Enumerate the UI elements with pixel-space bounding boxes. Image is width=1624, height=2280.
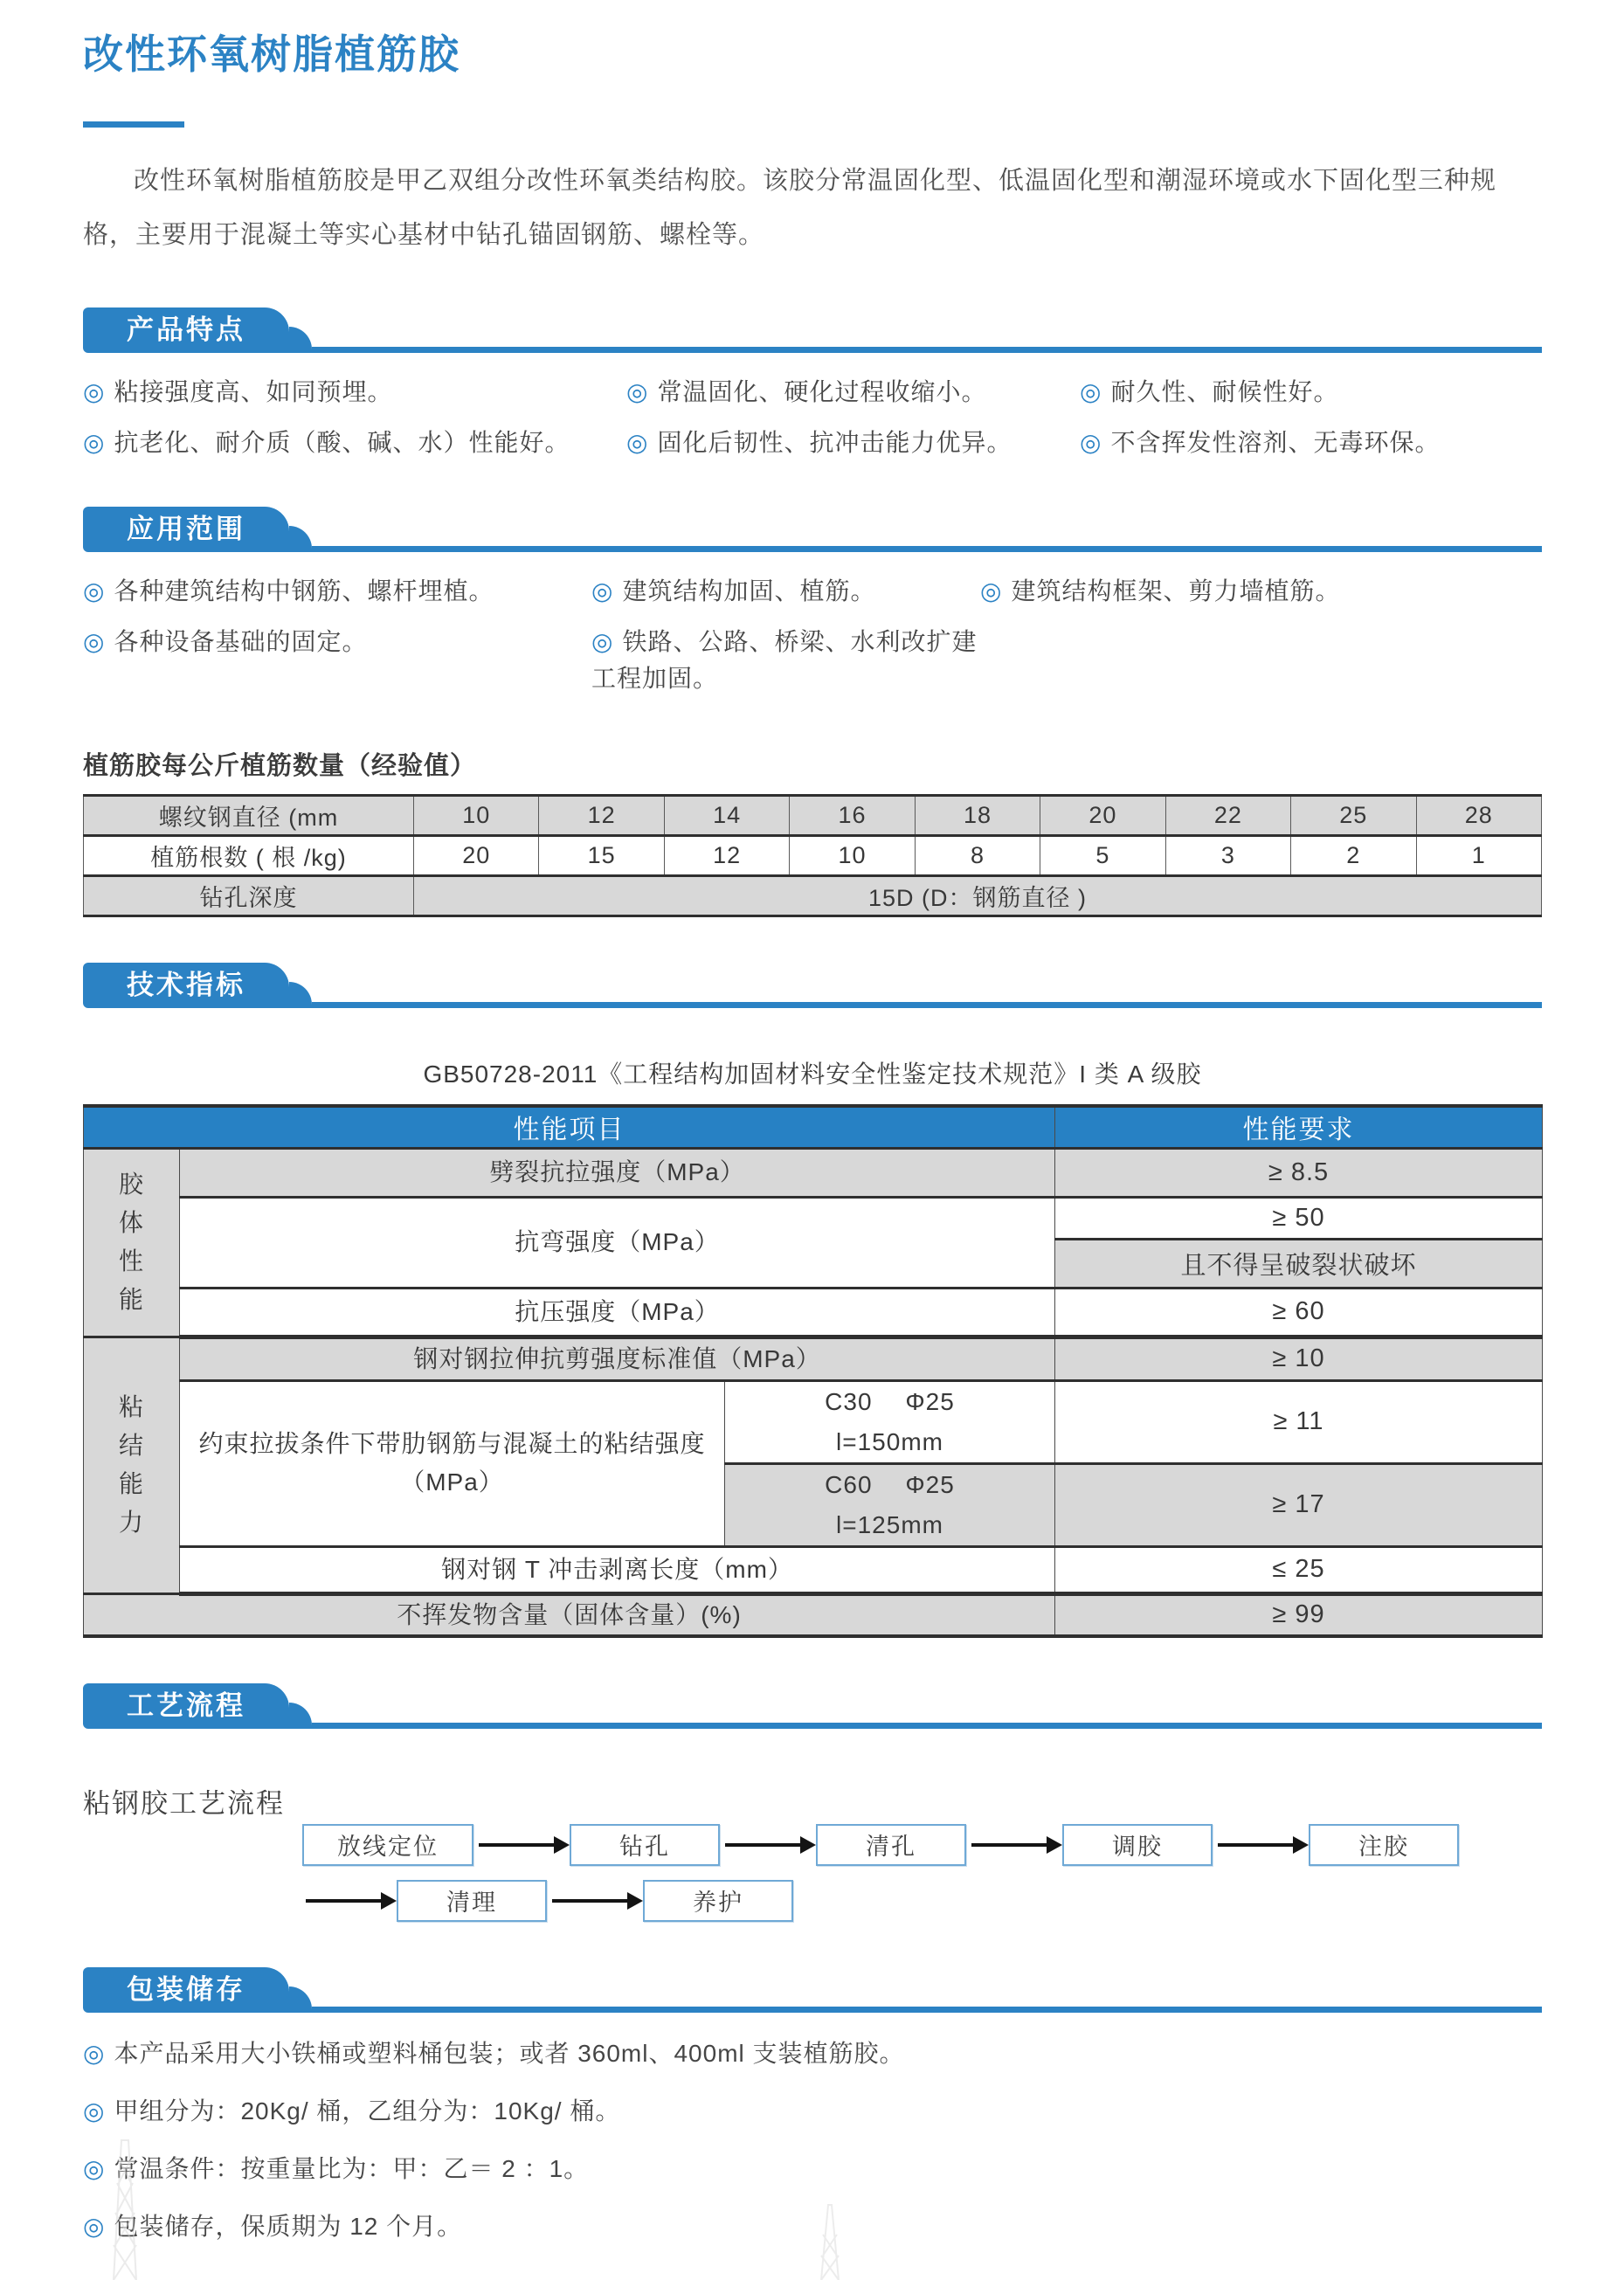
diameter-cell: 12: [539, 796, 664, 836]
application-text: 建筑结构加固、植筋。: [622, 577, 876, 605]
flow-step: [816, 1824, 966, 1866]
feature-text: 不含挥发性溶剂、无毒环保。: [1110, 429, 1441, 456]
section-header-features: [83, 307, 1542, 353]
application-text: 各种建筑结构中钢筋、螺杆埋植。: [114, 577, 494, 605]
row-label: 钻孔深度: [84, 876, 414, 916]
requirement-cell: ≥ 99: [1055, 1593, 1543, 1636]
section-badge-features: [83, 307, 289, 353]
flow-step: [1309, 1824, 1459, 1866]
flow-step: [302, 1824, 473, 1866]
arrow-icon: [966, 1824, 1062, 1866]
diameter-cell: 25: [1291, 796, 1416, 836]
property-cell: 抗压强度（MPa）: [180, 1288, 1055, 1337]
table-row: [84, 876, 1542, 916]
application-text: 建筑结构框架、剪力墙植筋。: [1011, 577, 1341, 605]
bullet-icon: [591, 628, 613, 655]
table-row: [84, 1148, 1543, 1197]
count-cell: 5: [1040, 836, 1165, 876]
section-badge-applications: [83, 507, 289, 552]
requirement-cell: ≥ 17: [1055, 1463, 1543, 1546]
storage-text: 包装储存，保质期为 12 个月。: [114, 2212, 463, 2240]
table-row: [84, 1197, 1543, 1239]
flow-step-label: 清孔: [866, 1834, 916, 1860]
bullet-icon: [1080, 429, 1102, 456]
group-label-gel: 胶体性能: [84, 1148, 180, 1337]
section-rule: [312, 347, 1542, 353]
count-cell: 10: [790, 836, 915, 876]
diameter-cell: 22: [1165, 796, 1290, 836]
flow-step: [397, 1880, 547, 1922]
storage-item: [83, 2151, 1542, 2187]
table-row: [84, 1380, 1543, 1463]
section-header-process: [83, 1683, 1542, 1729]
arrow-icon: [720, 1824, 816, 1866]
row-label: 螺纹钢直径 (mm: [84, 796, 414, 836]
section-badge-label: 应用范围: [127, 514, 245, 544]
feature-text: 耐久性、耐候性好。: [1110, 378, 1339, 405]
flow-row: [302, 1824, 1542, 1866]
bullet-icon: [83, 628, 105, 655]
section-badge-label: 产品特点: [127, 314, 245, 345]
arrow-icon: [547, 1880, 643, 1922]
application-item: [980, 573, 1542, 610]
rebar-quantity-table: [83, 794, 1542, 917]
flow-row: [301, 1880, 1542, 1922]
count-cell: 15: [539, 836, 664, 876]
flow-step-label: 清理: [446, 1890, 497, 1916]
requirement-cell: ≥ 8.5: [1055, 1148, 1543, 1197]
diameter-cell: 16: [790, 796, 915, 836]
count-cell: 1: [1416, 836, 1542, 876]
applications-list: [83, 573, 1542, 697]
table-row: [84, 1288, 1543, 1337]
section-badge-label: 包装储存: [127, 1973, 245, 2005]
bullet-icon: [626, 378, 648, 405]
section-rule: [312, 2007, 1542, 2013]
feature-item: [626, 374, 1080, 411]
feature-text: 固化后韧性、抗冲击能力优异。: [657, 429, 1012, 456]
table-row: [84, 796, 1542, 836]
bullet-icon: [83, 378, 105, 405]
diameter-cell: 28: [1416, 796, 1542, 836]
condition-line: l=125mm: [836, 1510, 943, 1538]
quantity-table-title: 植筋胶每公斤植筋数量（经验值）: [83, 752, 477, 780]
feature-item: [83, 374, 626, 411]
bullet-icon: [626, 429, 648, 456]
application-text: 各种设备基础的固定。: [114, 628, 368, 655]
tech-spec-table: [83, 1104, 1543, 1638]
requirement-cell: 且不得呈破裂状破坏: [1055, 1239, 1543, 1288]
storage-text: 本产品采用大小铁桶或塑料桶包装；或者 360ml、400ml 支装植筋胶。: [114, 2039, 905, 2067]
feature-text: 抗老化、耐介质（酸、碱、水）性能好。: [114, 429, 570, 456]
property-cell: 抗弯强度（MPa）: [180, 1197, 1055, 1288]
storage-item: [83, 2208, 1542, 2245]
storage-text: 常温条件：按重量比为：甲：乙＝ 2 ：1。: [114, 2154, 590, 2182]
feature-text: 常温固化、硬化过程收缩小。: [657, 378, 987, 405]
flow-step-label: 注胶: [1358, 1834, 1409, 1860]
section-header-tech: [83, 963, 1542, 1008]
section-badge-label: 工艺流程: [127, 1689, 245, 1721]
group-label-bond: 粘结能力: [84, 1337, 180, 1593]
row-label: 植筋根数 ( 根 /kg): [84, 836, 414, 876]
arrow-icon: [301, 1880, 397, 1922]
condition-cell: [725, 1380, 1055, 1463]
title-underline: [83, 121, 184, 128]
features-list: [83, 374, 1542, 461]
section-rule: [312, 1723, 1542, 1729]
count-cell: 12: [664, 836, 789, 876]
application-item: [83, 573, 591, 610]
section-rule: [312, 1002, 1542, 1008]
section-header-applications: [83, 507, 1542, 552]
property-cell: 钢对钢 T 冲击剥离长度（mm）: [180, 1546, 1055, 1593]
requirement-cell: ≥ 50: [1055, 1197, 1543, 1239]
column-header-property: 性能项目: [84, 1106, 1055, 1148]
condition-cell: [725, 1463, 1055, 1546]
property-cell: 约束拉拔条件下带肋钢筋与混凝土的粘结强度（MPa）: [180, 1380, 725, 1546]
condition-line: C60 Φ25: [825, 1470, 955, 1498]
application-text: 铁路、公路、桥梁、水利改扩建工程加固。: [591, 628, 978, 692]
column-header-requirement: 性能要求: [1055, 1106, 1543, 1148]
tech-table-caption: GB50728-2011《工程结构加固材料安全性鉴定技术规范》I 类 A 级胶: [423, 1061, 1202, 1088]
process-flow-label: 粘钢胶工艺流程: [83, 1787, 285, 1819]
diameter-cell: 14: [664, 796, 789, 836]
flow-step-label: 放线定位: [337, 1834, 439, 1860]
process-flow: [83, 1781, 1542, 1922]
feature-item: [83, 425, 626, 461]
flow-step: [570, 1824, 720, 1866]
application-item: [83, 624, 591, 697]
bullet-icon: [980, 577, 1002, 605]
bullet-icon: [591, 577, 613, 605]
property-cell: 不挥发物含量（固体含量）(%): [84, 1593, 1055, 1636]
table-header-row: [84, 1106, 1543, 1148]
storage-item: [83, 2035, 1542, 2072]
flow-step-label: 钻孔: [619, 1834, 670, 1860]
property-cell: 钢对钢拉伸抗剪强度标准值（MPa）: [180, 1337, 1055, 1380]
requirement-cell: ≥ 11: [1055, 1380, 1543, 1463]
depth-value-cell: 15D (D：钢筋直径 ): [414, 876, 1542, 916]
requirement-cell: ≤ 25: [1055, 1546, 1543, 1593]
bullet-icon: [83, 2040, 105, 2067]
condition-line: C30 Φ25: [825, 1387, 955, 1415]
storage-text: 甲组分为：20Kg/ 桶，乙组分为：10Kg/ 桶。: [114, 2097, 621, 2125]
count-cell: 20: [414, 836, 539, 876]
diameter-cell: 10: [414, 796, 539, 836]
storage-item: [83, 2093, 1542, 2130]
arrow-icon: [473, 1824, 570, 1866]
table-row: [84, 1593, 1543, 1636]
bullet-icon: [83, 2155, 105, 2182]
page-title: 改性环氧树脂植筋胶: [83, 31, 460, 77]
flow-step-label: 养护: [693, 1890, 743, 1916]
feature-item: [1080, 425, 1542, 461]
bullet-icon: [83, 2097, 105, 2125]
feature-item: [626, 425, 1080, 461]
section-badge-process: [83, 1683, 289, 1729]
count-cell: 8: [915, 836, 1040, 876]
diameter-cell: 18: [915, 796, 1040, 836]
section-badge-label: 技术指标: [127, 970, 245, 1000]
bullet-icon: [1080, 378, 1102, 405]
flow-step: [643, 1880, 793, 1922]
storage-list: [83, 2035, 1542, 2245]
intro-paragraph: 改性环氧树脂植筋胶是甲乙双组分改性环氧类结构胶。该胶分常温固化型、低温固化型和潮湿环境或水下固化型三种规格，主要用于混凝土等实心基材中钻孔锚固钢筋、螺栓等。: [83, 167, 1497, 249]
arrow-icon: [1213, 1824, 1309, 1866]
requirement-cell: ≥ 60: [1055, 1288, 1543, 1337]
count-cell: 2: [1291, 836, 1416, 876]
table-row: [84, 1337, 1543, 1380]
property-cell: 劈裂抗拉强度（MPa）: [180, 1148, 1055, 1197]
feature-text: 粘接强度高、如同预埋。: [114, 378, 393, 405]
section-header-storage: [83, 1967, 1542, 2013]
condition-line: l=150mm: [836, 1427, 943, 1455]
section-badge-tech: [83, 963, 289, 1008]
table-row: [84, 836, 1542, 876]
count-cell: 3: [1165, 836, 1290, 876]
flow-step: [1062, 1824, 1213, 1866]
section-rule: [312, 546, 1542, 552]
application-item: [591, 624, 980, 697]
diameter-cell: 20: [1040, 796, 1165, 836]
table-row: [84, 1546, 1543, 1593]
feature-item: [1080, 374, 1542, 411]
bullet-icon: [83, 2213, 105, 2240]
flow-step-label: 调胶: [1112, 1834, 1163, 1860]
bullet-icon: [83, 577, 105, 605]
application-item: [591, 573, 980, 610]
bullet-icon: [83, 429, 105, 456]
section-badge-storage: [83, 1967, 289, 2013]
requirement-cell: ≥ 10: [1055, 1337, 1543, 1380]
